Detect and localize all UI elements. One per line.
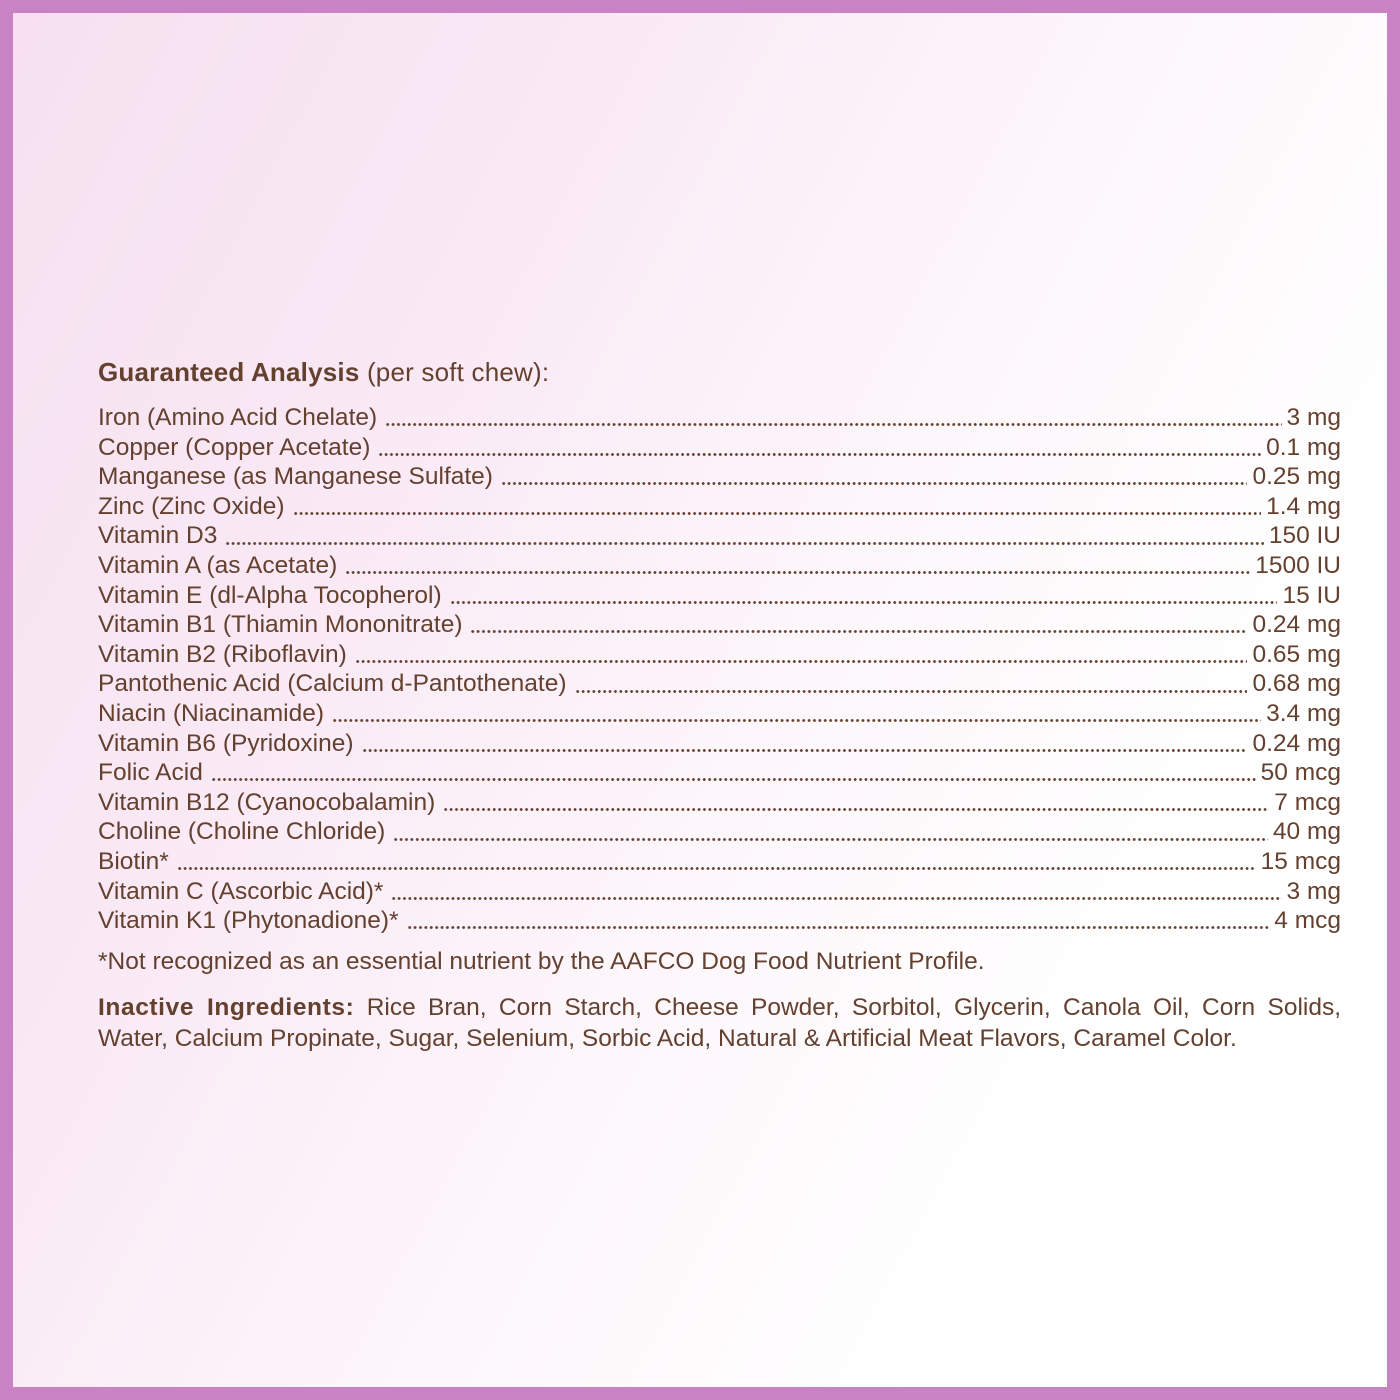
analysis-row (98, 610, 1341, 640)
nutrient-name: Manganese (as Manganese Sulfate) (98, 463, 493, 491)
analysis-row (98, 403, 1341, 433)
nutrient-amount: 0.24 mg (1252, 729, 1341, 757)
aafco-footnote: *Not recognized as an essential nutrient by the AAFCO Dog Food Nutrient Profile. (98, 947, 985, 975)
analysis-row (98, 492, 1341, 522)
nutrient-name: Iron (Amino Acid Chelate) (98, 404, 378, 431)
dot-leader (362, 729, 1248, 759)
dot-leader (501, 462, 1248, 492)
dot-leader (470, 610, 1247, 640)
analysis-row (98, 462, 1341, 492)
section-heading (98, 357, 1341, 387)
nutrient-name: Biotin* (98, 847, 169, 875)
analysis-row (98, 847, 1341, 877)
section-heading-per-serving: (per soft chew): (366, 357, 550, 387)
dot-leader (391, 877, 1281, 907)
section-heading-title: Guaranteed Analysis (98, 357, 360, 387)
nutrient-amount: 3.4 mg (1266, 699, 1341, 727)
nutrient-name: Vitamin B6 (Pyridoxine) (98, 729, 354, 757)
inactive-ingredients-label: Inactive Ingredients: (98, 993, 355, 1021)
analysis-row (98, 581, 1341, 611)
analysis-row (98, 906, 1341, 936)
inactive-ingredients-list: Rice Bran, Corn Starch, Cheese Powder, Sorbitol, Glycerin, Canola Oil, Corn Solids, Water, Calcium Propinate, Sugar, Selenium, Sorbic Acid, Natural & Artificial Meat Flavors, Caramel Color. (98, 993, 1342, 1052)
nutrient-name: Vitamin B1 (Thiamin Mononitrate) (98, 611, 463, 639)
nutrient-amount: 1500 IU (1255, 551, 1341, 579)
guaranteed-analysis-panel (98, 357, 1341, 1054)
nutrient-name: Zinc (Zinc Oxide) (98, 492, 285, 520)
nutrient-name: Vitamin E (dl-Alpha Tocopherol) (98, 581, 442, 609)
nutrient-amount: 50 mcg (1260, 759, 1341, 787)
nutrient-amount: 0.24 mg (1252, 611, 1341, 639)
nutrient-name: Vitamin D3 (98, 522, 218, 550)
dot-leader (225, 521, 1263, 551)
nutrient-name: Copper (Copper Acetate) (98, 433, 371, 461)
dot-leader (345, 551, 1250, 581)
nutrient-amount: 0.65 mg (1252, 640, 1341, 668)
nutrient-amount: 0.1 mg (1266, 433, 1341, 461)
dot-leader (355, 640, 1248, 670)
dot-leader (450, 581, 1278, 611)
nutrient-amount: 7 mcg (1274, 788, 1341, 816)
nutrient-amount: 150 IU (1268, 522, 1341, 550)
dot-leader (293, 492, 1262, 522)
analysis-row (98, 669, 1341, 699)
dot-leader (211, 758, 1256, 788)
analysis-row (98, 640, 1341, 670)
dot-leader (443, 788, 1269, 818)
nutrient-name: Vitamin B2 (Riboflavin) (98, 640, 347, 668)
analysis-rows (98, 403, 1341, 936)
nutrient-name: Vitamin A (as Acetate) (98, 551, 338, 579)
nutrient-amount: 3 mg (1286, 877, 1341, 905)
dot-leader (407, 906, 1270, 936)
nutrient-name: Niacin (Niacinamide) (98, 699, 325, 727)
inactive-ingredients (98, 992, 1341, 1054)
nutrient-name: Pantothenic Acid (Calcium d-Pantothenate) (98, 670, 567, 698)
analysis-row (98, 551, 1341, 581)
analysis-row (98, 788, 1341, 818)
nutrient-name: Vitamin C (Ascorbic Acid)* (98, 877, 384, 905)
dot-leader (575, 669, 1248, 699)
nutrient-name: Folic Acid (98, 759, 203, 787)
dot-leader (385, 403, 1281, 433)
nutrient-amount: 1.4 mg (1266, 492, 1341, 520)
analysis-row (98, 433, 1341, 463)
analysis-row (98, 699, 1341, 729)
analysis-row (98, 877, 1341, 907)
dot-leader (393, 817, 1268, 847)
nutrient-amount: 15 IU (1282, 581, 1341, 609)
nutrient-name: Vitamin B12 (Cyanocobalamin) (98, 788, 436, 816)
nutrient-amount: 15 mcg (1260, 847, 1341, 875)
analysis-row (98, 729, 1341, 759)
nutrient-name: Vitamin K1 (Phytonadione)* (98, 907, 399, 935)
nutrient-amount: 3 mg (1286, 404, 1341, 431)
dot-leader (177, 847, 1256, 877)
nutrient-amount: 0.68 mg (1252, 670, 1341, 698)
analysis-row (98, 521, 1341, 551)
nutrient-amount: 40 mg (1272, 818, 1341, 846)
analysis-row (98, 817, 1341, 847)
dot-leader (378, 433, 1261, 463)
dot-leader (332, 699, 1261, 729)
analysis-row (98, 758, 1341, 788)
nutrient-amount: 4 mcg (1274, 907, 1341, 935)
nutrient-amount: 0.25 mg (1252, 463, 1341, 491)
nutrient-name: Choline (Choline Chloride) (98, 818, 386, 846)
